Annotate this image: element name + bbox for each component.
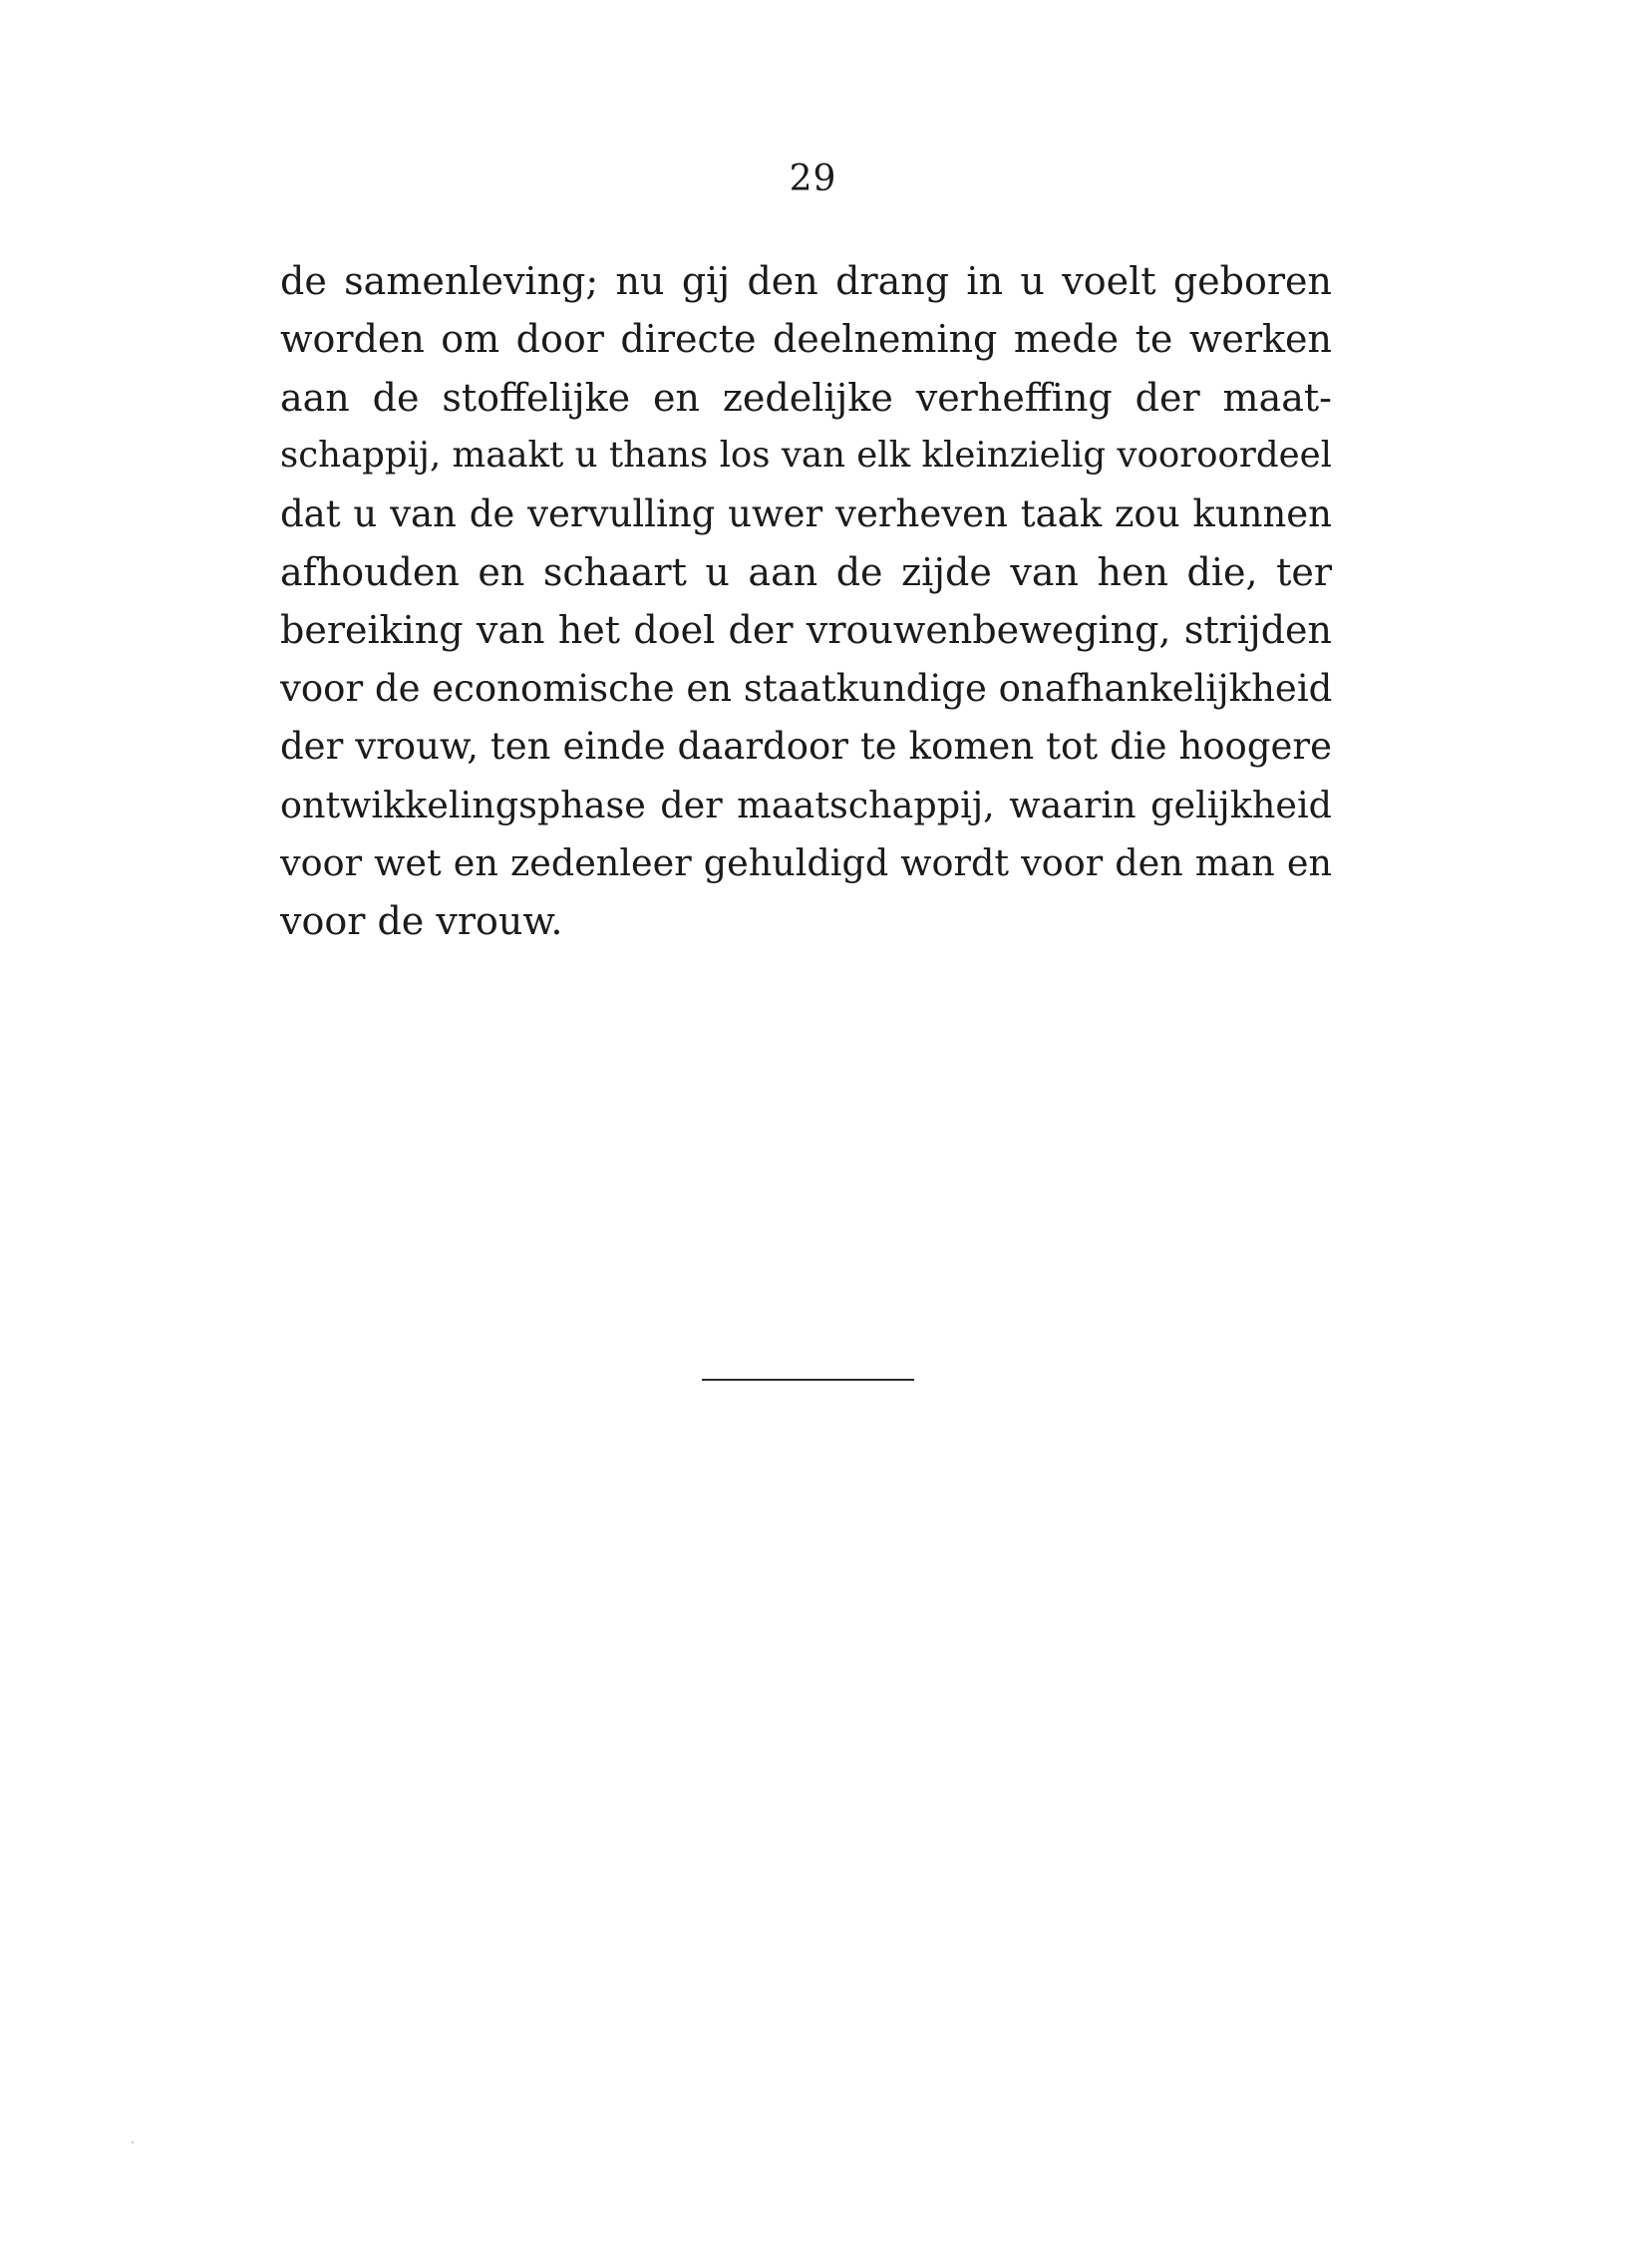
text-line: de samenleving; nu gij den drang in u voelt geboren: [280, 259, 1332, 303]
text-line: afhouden en schaart u aan de zijde van hen die, ter: [280, 549, 1332, 594]
section-divider-rule: [702, 1379, 914, 1381]
text-line: bereiking van het doel der vrouwenbeweging, strijden: [280, 608, 1332, 653]
text-line: ontwikkelingsphase der maatschappij, waarin gelijkheid: [280, 783, 1332, 826]
text-line: worden om door directe deelneming mede te werken: [280, 317, 1332, 362]
text-line: der vrouw, ten einde daardoor te komen tot die hoogere: [280, 725, 1332, 769]
text-line: aan de stoffelijke en zedelijke verheffing der maat-: [280, 375, 1332, 420]
text-line: schappij, maakt u thans los van elk kleinzielig vooroordeel: [280, 435, 1332, 477]
text-line-last: voor de vrouw.: [280, 899, 563, 944]
paper-speck: [132, 2141, 134, 2143]
text-line: dat u van de vervulling uwer verheven taak zou kunnen: [280, 491, 1332, 535]
page-number: 29: [789, 159, 837, 199]
text-line: voor de economische en staatkundige onafhankelijkheid: [280, 666, 1332, 710]
body-paragraph: [280, 252, 1332, 951]
text-line: voor wet en zedenleer gehuldigd wordt voor den man en: [280, 840, 1332, 884]
